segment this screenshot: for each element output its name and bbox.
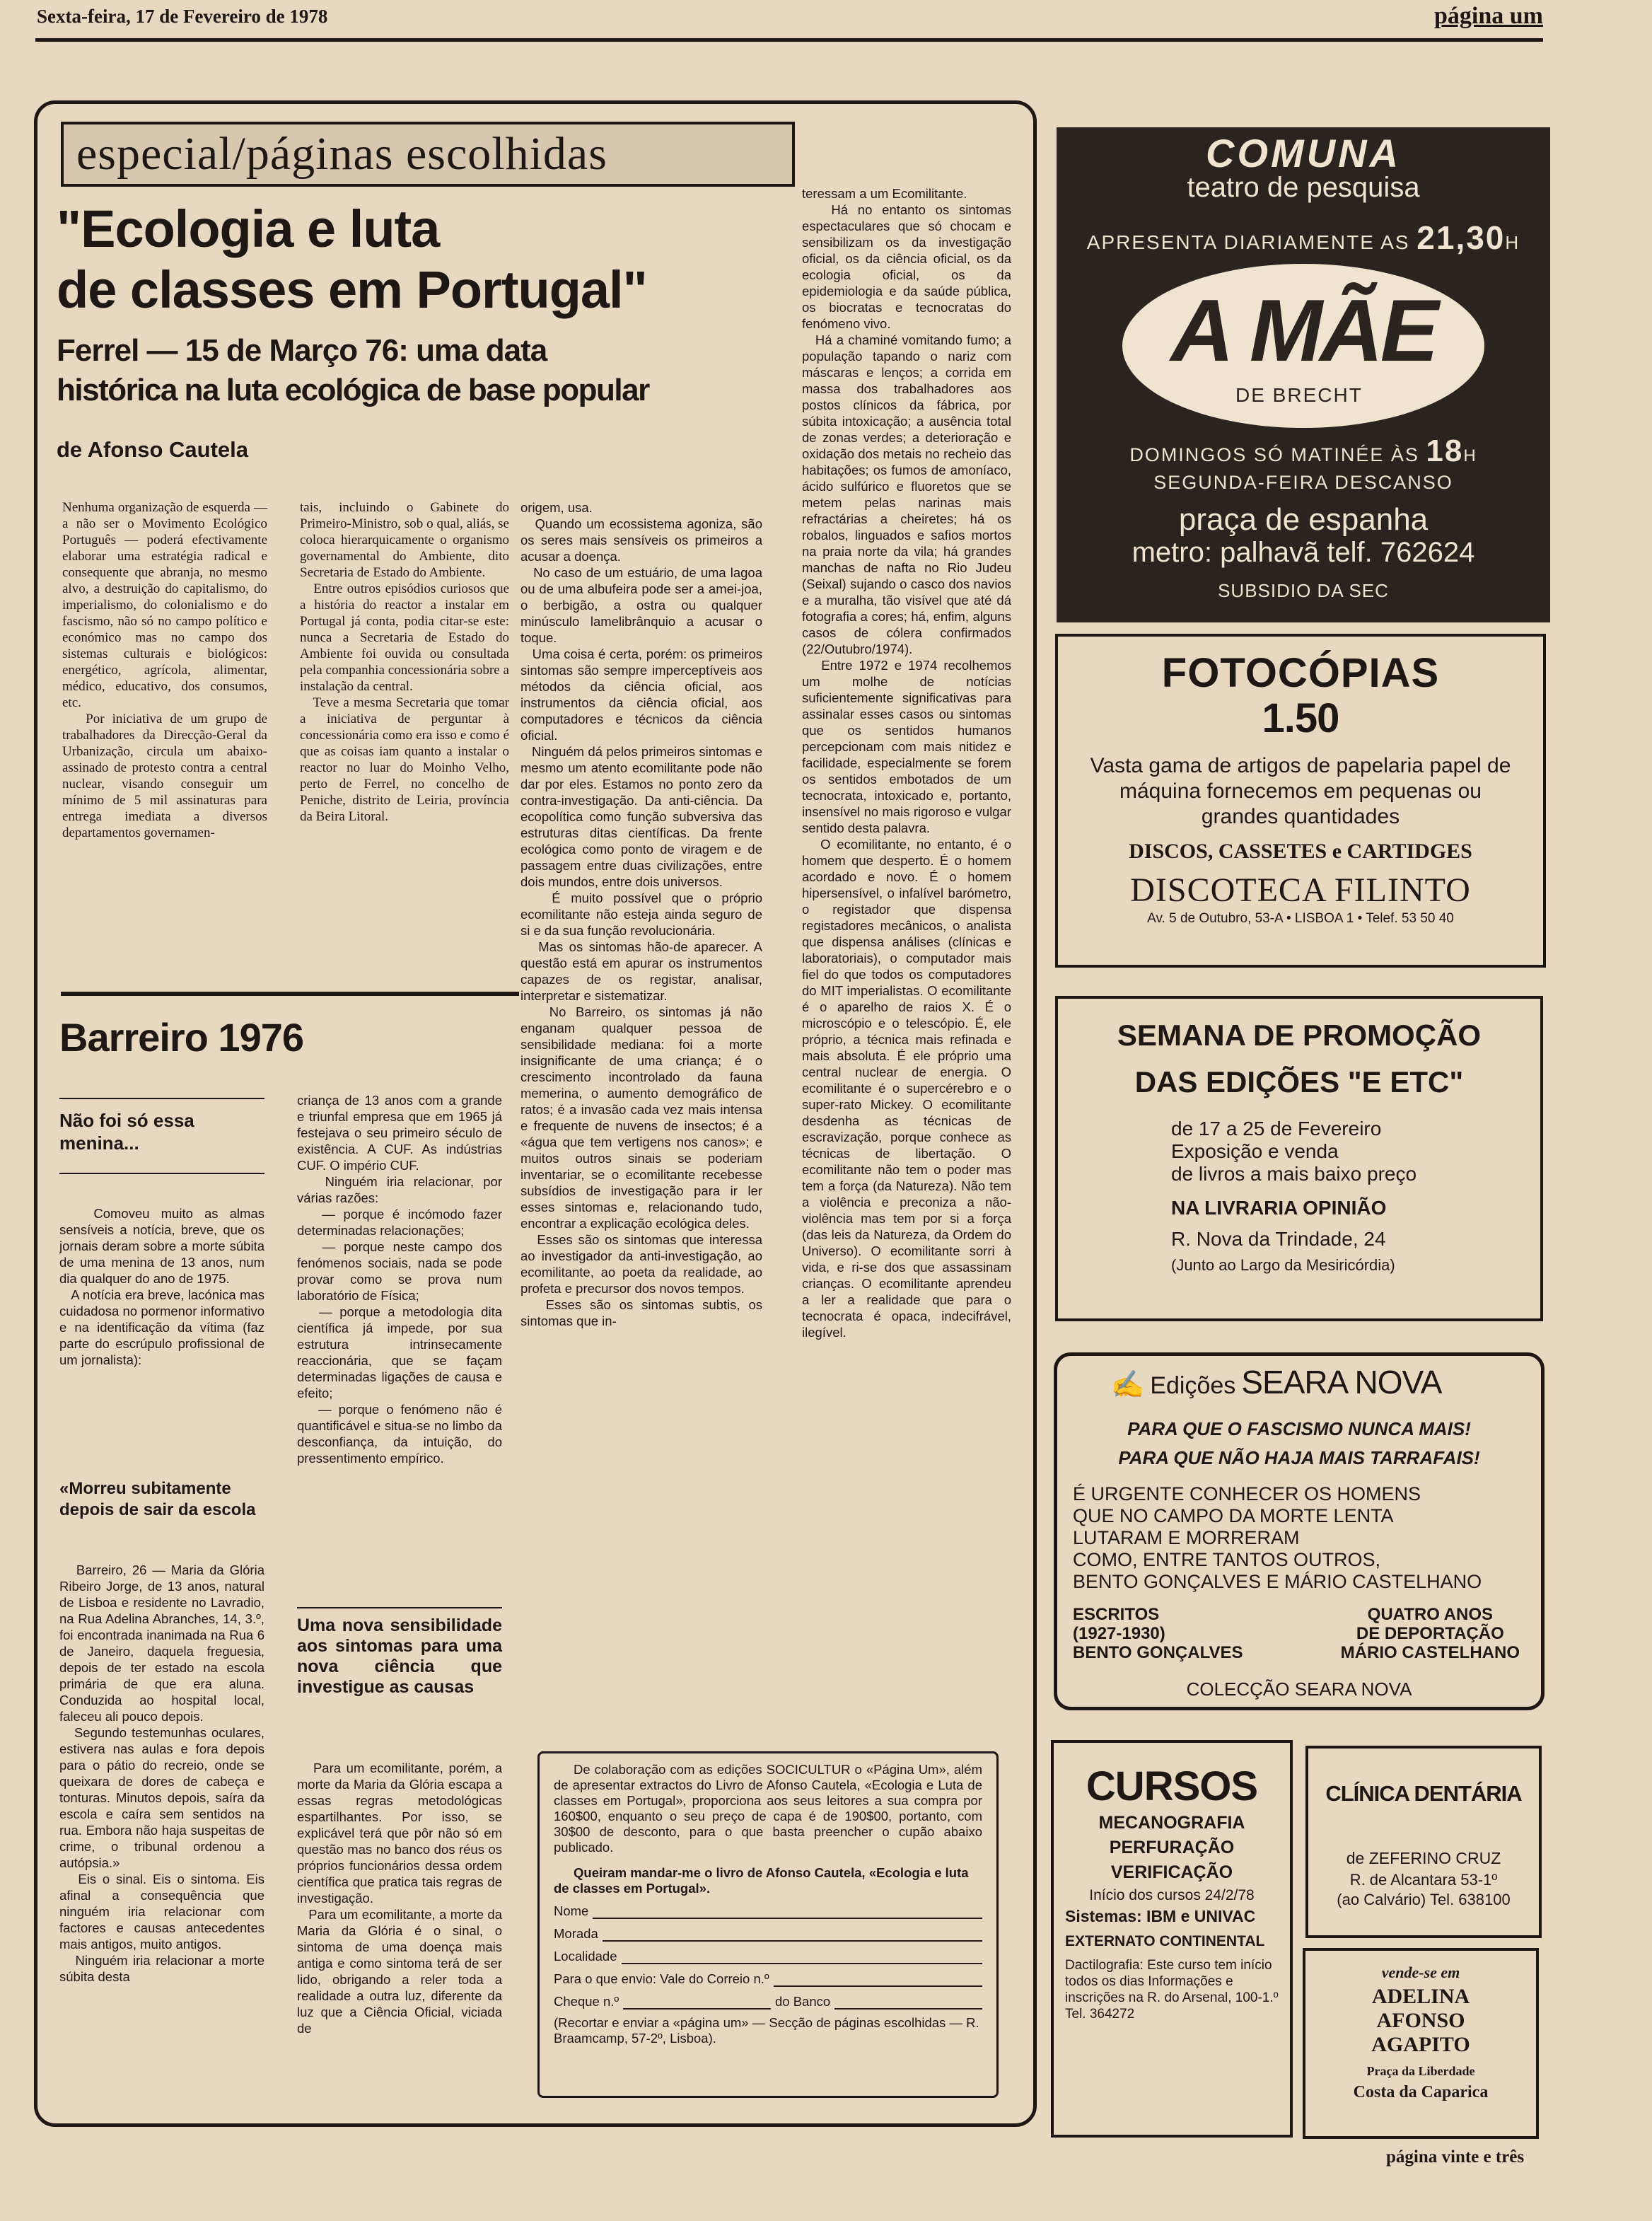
vende-place: Praça da Liberdade (1366, 2064, 1475, 2078)
vende-head: vende-se em (1381, 1964, 1460, 1981)
fotocopias-store: DISCOTECA FILINTO (1130, 871, 1471, 909)
article-subtitle-line1: Ferrel — 15 de Março 76: uma data (57, 333, 547, 368)
cursos-systems: Sistemas: IBM e UNIVAC (1065, 1907, 1256, 1925)
seara-book-2: QUATRO ANOS DE DEPORTAÇÃO MÁRIO CASTELHANO (1340, 1605, 1520, 1662)
seara-body: É URGENTE CONHECER OS HOMENS QUE NO CAMPO DA MORTE LENTA LUTARAM E MORRERAM COMO, ENTRE TANTOS OUTROS, BENTO GONÇALVES E MÁRIO CASTELHANO (1073, 1483, 1482, 1592)
semana-title-2: DAS EDIÇÕES "E ETC" (1134, 1065, 1464, 1098)
field-vale[interactable]: Para o que envio: Vale do Correio n.º (554, 1964, 982, 1987)
cursos-start: Início dos cursos 24/2/78 (1089, 1887, 1255, 1903)
field-nome[interactable]: Nome (554, 1896, 982, 1919)
fotocopias-title: FOTOCÓPIAS (1161, 650, 1440, 696)
article-divider (61, 992, 519, 996)
comuna-matinee-line: DOMINGOS SÓ MATINÉE ÀS 18H (1129, 434, 1477, 468)
comuna-tagline: teatro de pesquisa (1187, 172, 1420, 203)
ad-clinica (1305, 1746, 1542, 1938)
field-localidade[interactable]: Localidade (554, 1942, 982, 1964)
barreiro-title: Barreiro 1976 (59, 1015, 304, 1060)
comuna-place: praça de espanha (1178, 502, 1429, 537)
seara-logo-icon: ✍ (1111, 1370, 1145, 1400)
semana-near: (Junto ao Largo da Mesiricórdia) (1171, 1256, 1395, 1274)
barreiro-quote-head: «Morreu subitamente depois de sair da escola (59, 1479, 256, 1519)
cursos-l2: PERFURAÇÃO (1109, 1838, 1235, 1857)
comuna-author: DE BRECHT (1235, 384, 1363, 406)
article-col-1: Nenhuma organização de esquerda — a não ser o Movimento Ecológico Português — poderá efectivamente elaborar uma estratégia radical e consequente que abranja, no mesmo alvo, a destruição do capitalismo, do imperialismo, do colonialismo e do fascismo, não só no campo político e económico mas no campo dos sistemas culturais e biológicos: energético, agrícola, alimentar, médico, educativo, dos consumos, etc. Por iniciativa de um grupo de trabalhadores da Direcção-Geral da Urbanização, circula um abaixo-assinado de protesto contra a central nuclear, visando conseguir um mínimo de 5 mil assinaturas para entrega imediata a diversos departamentos governamen- (62, 500, 268, 840)
order-form (537, 1751, 999, 2098)
cursos-l1: MECANOGRAFIA (1098, 1813, 1245, 1833)
article-byline: de Afonso Cautela (57, 437, 248, 462)
comuna-oval (1122, 264, 1484, 428)
barreiro-col-1b: Barreiro, 26 — Maria da Glória Ribeiro Jorge, de 13 anos, natural de Lisboa e residente no Lavradio, na Rua Adelina Abranches, 14, 3.º, foi encontrada inanimada na Rua 6 de Janeiro, daquela freguesia, depois de ter estado na escola primária de que era aluna. Conduzida ao hospital local, faleceu ali pouco depois. Segundo testemunhas oculares, estivera nas aulas e fora depois para o pátio do recreio, onde se queixara de dores de cabeça e tonturas. Minutos depois, saíra da escola e caíra sem sentidos na rua. Embora não haja suspeitas de crime, o tribunal ordenou a autópsia.» Eis o sinal. Eis o sintoma. Eis afinal a consequência que ninguém iria relacionar com factores e causas antecedentes mais antigos, muito antigos. Ninguém iria relacionar a morte súbita desta (59, 1562, 265, 1984)
seara-collection: COLECÇÃO SEARA NOVA (1186, 1678, 1412, 1700)
seara-slogan-1: PARA QUE O FASCISMO NUNCA MAIS! (1127, 1418, 1471, 1439)
vende-name: ADELINA AFONSO AGAPITO (1371, 1985, 1470, 2056)
barreiro-col-2: criança de 13 anos com a grande e triunfal empresa que em 1965 já festejava o seu primeiro século de existência. A CUF. As indústrias CUF. O império CUF. Ninguém iria relacionar, por várias razões: — porque é incómodo fazer determinadas relacionações; — porque neste campo dos fenómenos sociais, nada se pode provar como se prova num laboratório de Física; — porque a metodologia dita científica já impede, por sua estrutura intrinsecamente reaccionária, que se façam determinadas ligações de causa e efeito; — porque o fenómeno não é quantificável e situa-se no limbo da desconfiança, da intuição, do pressentimento empírico. (297, 1093, 503, 1466)
barreiro-col-2b: Para um ecomilitante, porém, a morte da Maria da Glória escapa a essas regras metodológicas espartilhantes. Por isso, se explicável terá que pôr não só em questão mas no banco dos réus os próprios funcionários dessa ordem científica que pratica tais regras de investigação. Para um ecomilitante, a morte da Maria da Glória é o sinal, o sintoma de uma doença mais antiga e como sintoma terá de ser lido, obrigando a reler toda a realidade a outra luz, diferente da luz que a Ciência Oficial, viciada de (297, 1761, 503, 2036)
semana-l2: Exposição e venda (1171, 1140, 1339, 1162)
ad-fotocopias (1055, 634, 1546, 968)
semana-dates: de 17 a 25 de Fevereiro (1171, 1118, 1382, 1140)
field-cheque[interactable]: Cheque n.º do Banco (554, 1987, 982, 2010)
section-tag: especial/páginas escolhidas (61, 122, 795, 187)
comuna-presents-line: APRESENTA DIARIAMENTE AS 21,30H (1086, 219, 1520, 256)
masthead: página um (1434, 3, 1543, 29)
article-col-2: tais, incluindo o Gabinete do Primeiro-Ministro, sob o qual, aliás, se coloca hierarquicamente o organismo governamental do Ambiente, dito Secretaria de Estado do Ambiente. Entre outros episódios curiosos que a história do reactor a instalar em Portugal já conta, podia citar-se este: nunca a Secretaria de Estado do Ambiente foi ouvida ou consultada pela companhia concessionária sobre a instalação da central. Teve a mesma Secretaria que tomar a iniciativa de perguntar à concessionária como era isso e como é que as coisas iam quanto a instalar o reactor no luar do Moinho Velho, perto de Ferrel, no concelho de Peniche, distrito de Leiria, província da Beira Litoral. (300, 500, 510, 824)
cursos-title: CURSOS (1086, 1763, 1258, 1809)
clinica-addr: R. de Alcantara 53-1º (1349, 1871, 1498, 1889)
article-subtitle-line2: histórica na luta ecológica de base popular (57, 373, 649, 407)
fotocopias-line: DISCOS, CASSETES e CARTIDGES (1129, 840, 1472, 863)
fotocopias-desc: Vasta gama de artigos de papelaria papel de máquina fornecemos em pequenas ou grandes quantidades (1090, 754, 1511, 828)
cursos-l3: VERIFICAÇÃO (1110, 1862, 1233, 1882)
ad-vende-se (1303, 1948, 1539, 2139)
seara-book-1: ESCRITOS (1927-1930) BENTO GONÇALVES (1073, 1605, 1243, 1662)
subhead-rule (297, 1607, 502, 1608)
page-number: página vinte e três (1386, 2147, 1525, 2167)
ad-seara-nova (1054, 1352, 1545, 1710)
barreiro-rule-kicker (59, 1173, 264, 1174)
article-col-4: teressam a um Ecomilitante. Há no entanto os sintomas espectaculares que só chocam e sensibilizam os da investigação oficial, os da ciência oficial, os da ecologia oficial, os da epidemiologia e da saúde pública, os biocratas e tecnocratas do fenómeno vivo. Há a chaminé vomitando fumo; a população tapando o nariz com máscaras e lenços; a corrida em massa dos trabalhadores aos postos clínicos da fábrica, por súbita intoxicação; a ausência total de zonas verdes; a deterioração e oxidação dos metais no recheio das habitações; os fumos de amoníaco, ácido sulfúrico e fluoretos que se metem pelas narinas mais refractárias a cheiretes; há os robalos, linguados e safios mortos na praia norte da vila; há grandes manchas de nafta no Rio Judeu (Seixal) sujando o casco dos navios e a muralha, tão visível que até dá fotografia a cores; há, enfim, alguns casos de cólera confirmados (22/Outubro/1974). Entre 1972 e 1974 recolhemos um molhe de notícias suficientemente significativas para assinalar esses casos ou sintomas que os sentidos humanos percepcionam com mais nitidez e facilidade, especialmente se forem os sentidos embotados de um tecnocrata, intoxicado e, portanto, insensível no mais rigoroso e vulgar sentido desta palavra. O ecomilitante, no entanto, é o homem que desperto. É o homem acordado e novo. É o homem hipersensível, o infalível barómetro, o registador que dispensa registadores mecânicos, o analista que dispensa análises (clínicas e laboratoriais), o computador mais fiel do que todos os computadores do MIT imperialistas. O ecomilitante é o aparelho de raios X. É o microscópio e o telescópio. É, ele próprio, a técnica mais refinada e mais absoluta. É ele próprio uma central nuclear de energia. O ecomilitante é o supercérebro e o super-rato Mickey. O ecomilitante desdenha as técnicas de escravização, porque conhece as técnicas de libertação. O ecomilitante não tem o poder mas tem a força (da Natureza). Não tem a violência e preconiza a não-violência mas tem por si a força (das leis da Natureza, da Ordem do Universo). O ecomilitante sorri à vida, e ri-se dos que assassinam crianças. O ecomilitante aprendeu a ler a realidade que para o tecnocrata é opaca, indecifrável, ilegível. (802, 186, 1012, 1340)
semana-store: NA LIVRARIA OPINIÃO (1171, 1197, 1387, 1219)
ad-semana (1055, 996, 1543, 1321)
seara-slogan-2: PARA QUE NÃO HAJA MAIS TARRAFAIS! (1118, 1447, 1480, 1468)
cursos-typing: Dactilografia: Este curso tem início todos os dias Informações e inscrições na R. do Arsenal, 100-1.º Tel. 364272 (1065, 1958, 1279, 2022)
barreiro-subhead: Uma nova sensibilidade aos sintomas para uma nova ciência que investigue as causas (297, 1616, 502, 1697)
comuna-rest: SEGUNDA-FEIRA DESCANSO (1153, 472, 1453, 493)
page-date: Sexta-feira, 17 de Fevereiro de 1978 (37, 6, 328, 27)
article-title-line2: de classes em Portugal" (57, 260, 647, 319)
vende-town: Costa da Caparica (1353, 2083, 1489, 2101)
clinica-title: CLÍNICA DENTÁRIA (1325, 1781, 1522, 1806)
ad-comuna (1057, 127, 1550, 622)
clinica-doctor: de ZEFERINO CRUZ (1346, 1849, 1501, 1867)
fotocopias-address: Av. 5 de Outubro, 53-A • LISBOA 1 • Telef. 53 50 40 (1147, 911, 1454, 926)
ad-cursos (1051, 1740, 1293, 2138)
order-intro: De colaboração com as edições SOCICULTUR o «Página Um», além de apresentar extractos do Livro de Afonso Cautela, «Ecologia e Luta de classes em Portugal», proporciona aos seus leitores a sua compra por 160$00, enquanto o seu preço de capa é de 190$00, portanto, com 30$00 de desconto, para o que basta preencher o cupão abaixo publicado. (554, 1762, 982, 1855)
field-morada[interactable]: Morada (554, 1919, 982, 1942)
barreiro-kicker: Não foi só essa menina... (59, 1110, 194, 1154)
comuna-name: COMUNA (1206, 131, 1401, 175)
article-title-line1: "Ecologia e luta (57, 199, 440, 258)
comuna-metro: metro: palhavã telf. 762624 (1132, 537, 1475, 568)
order-send: (Recortar e enviar a «página um» — Secção de páginas escolhidas — R. Braamcamp, 57-2º, Lisboa). (554, 2015, 979, 2046)
article-col-3: origem, usa. Quando um ecossistema agoniza, são os seres mais sensíveis os primeiros a acusar a doença. No caso de um estuário, de uma lagoa ou de uma albufeira pode ser a amei-joa, o berbigão, a ostra ou qualquer minúsculo lamelibrânquio a acusar o toque. Uma coisa é certa, porém: os primeiros sintomas são sempre imperceptíveis aos métodos da ciência oficial, aos instrumentos da ciência oficial, aos computadores e técnicos da ciência oficial. Ninguém dá pelos primeiros sintomas e mesmo um atento ecomilitante pode não dar por eles. Estamos no ponto zero da contra-investigação. Da anti-ciência. Da ecopolítica como função subversiva das estruturas ditas científicas. Da frente ecológica como ponto de viragem e de passagem entre duas civilizações, entre dois mundos, entre dois universos. É muito possível que o próprio ecomilitante não esteja ainda seguro de si e da sua função revolucionária. Mas os sintomas hão-de aparecer. A questão está em apurar os instrumentos capazes de os registar, analisar, interpretar e sistematizar. No Barreiro, os sintomas já não enganam qualquer pessoa de sensibilidade mediana: foi a morte insignificante de uma criança; é o crescimento incontrolado da fauna memerina, o aumento demográfico de ratos; é a invasão cada vez mais intensa e frequente de nuvens de insectos; é a «água que tem vertigens nos canos»; e muitos outros sinais se poderiam inventariar, se o ecomilitante recebesse subsídios de investigação para ir ler esses sintomas e, relacionando tudo, encontrar a explicação ecológica deles. Esses são os sintomas que interessa ao investigador da anti-investigação, ao ecomilitante, ao poeta da realidade, ao profeta e precursor dos novos tempos. Esses são os sintomas subtis, os sintomas que in- (520, 500, 763, 1328)
barreiro-col-1: Comoveu muito as almas sensíveis a notícia, breve, que os jornais deram sobre a morte súbita de uma menina de 13 anos, num dia qualquer do ano de 1975. A notícia era breve, lacónica mas cuidadosa no pormenor informativo e na identificação da vítima (faz parte do escrúpulo profissional de um jornalista): (59, 1206, 264, 1367)
cursos-school: EXTERNATO CONTINENTAL (1065, 1933, 1265, 1949)
barreiro-rule-top (59, 1098, 264, 1099)
order-request: Queiram mandar-me o livro de Afonso Cautela, «Ecologia e luta de classes em Portugal». (554, 1865, 969, 1896)
semana-addr: R. Nova da Trindade, 24 (1171, 1228, 1386, 1250)
comuna-subsidy: SUBSIDIO DA SEC (1218, 580, 1389, 601)
semana-title-1: SEMANA DE PROMOÇÃO (1117, 1019, 1482, 1052)
semana-l3: de livros a mais baixo preço (1171, 1163, 1417, 1185)
header-rule (35, 38, 1543, 42)
clinica-near: (ao Calvário) Tel. 638100 (1337, 1891, 1511, 1908)
fotocopias-price: 1.50 (1262, 695, 1339, 741)
seara-brand-line: ✍ Edições SEARA NOVA (1111, 1364, 1442, 1401)
comuna-play: A MÃE (1170, 282, 1436, 380)
